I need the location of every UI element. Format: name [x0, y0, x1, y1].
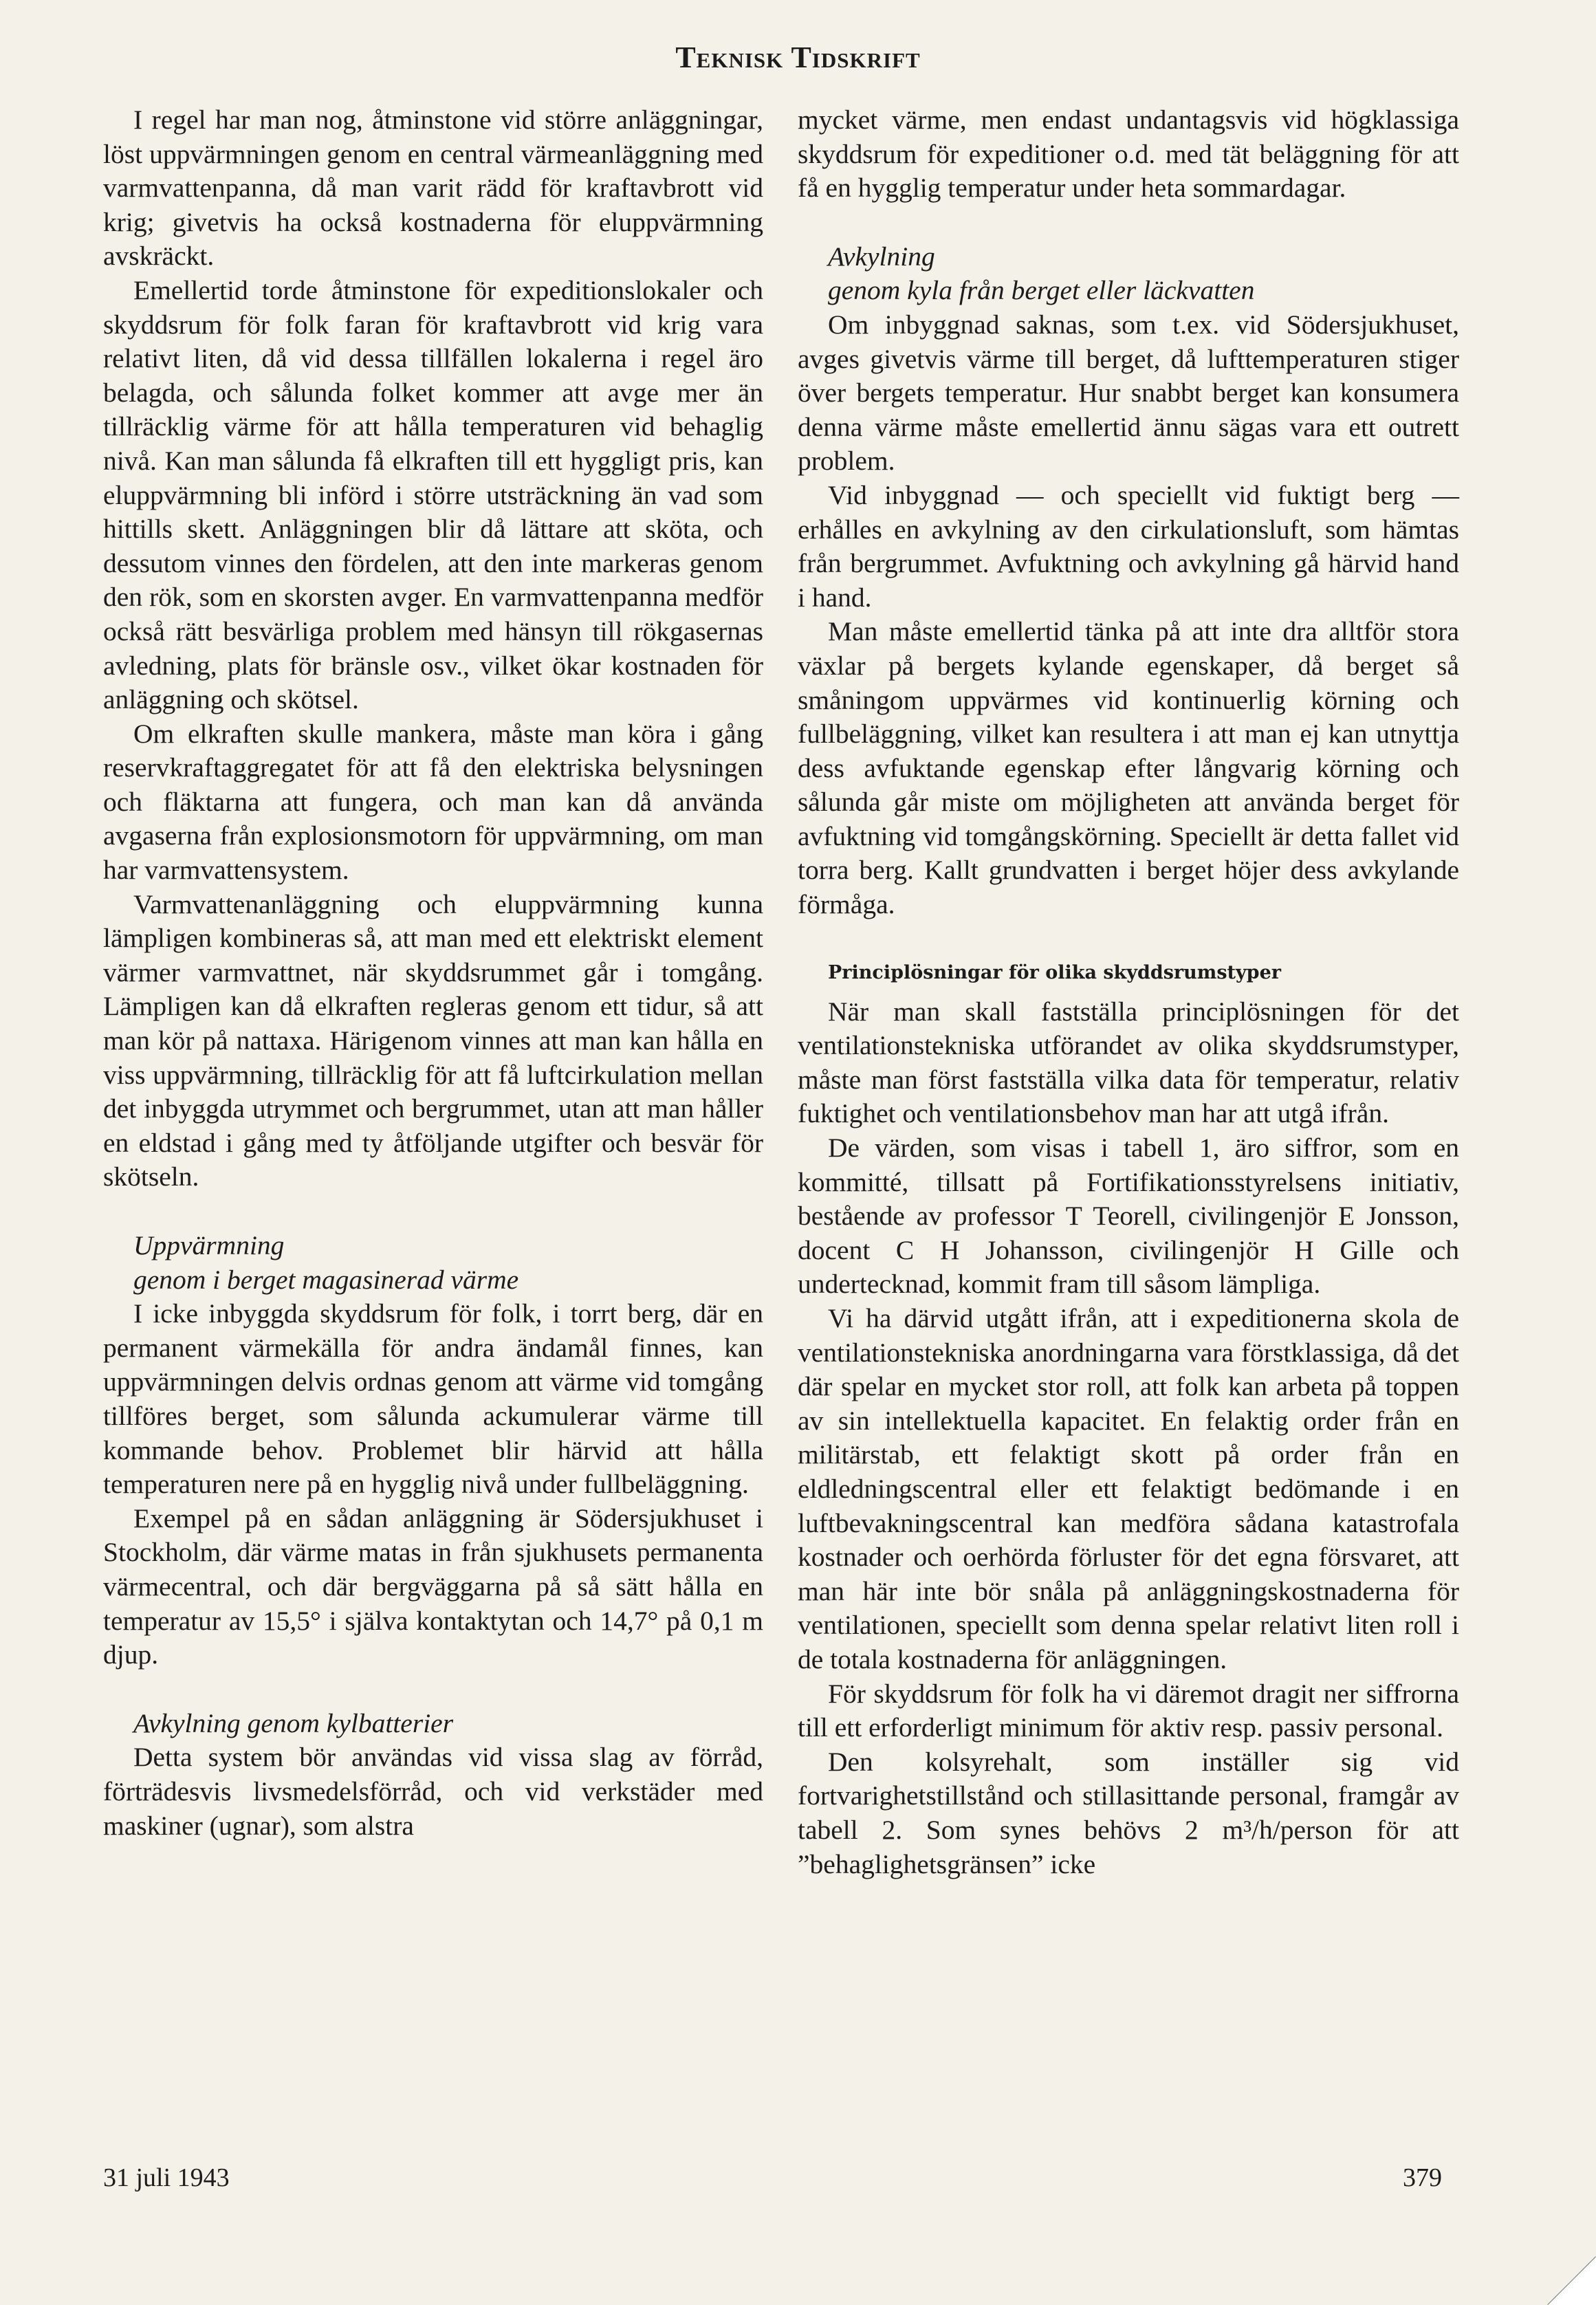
paragraph: Varmvattenanläggning och eluppvärmning kunna lämpligen kombineras så, att man med ett elektriskt element värmer varmvattnet, när skyddsrummet går i tomgång. Lämpligen kan då elkraften regleras genom ett tidur, så att man kör på nattaxa. Härigenom vinnes att man kan hålla en viss uppvärmning, tillräcklig för att få luftcirkulation mellan det inbyggda utrymmet och bergrummet, utan att man håller en eldstad i gång med ty åtföljande utgifter och besvär för skötseln.: [103, 888, 763, 1192]
paragraph: Vi ha därvid utgått ifrån, att i expeditionerna skola de ventilationstekniska anordningarna vara förstklassiga, då det där spelar en mycket stor roll, att folk kan arbeta på toppen av sin intellektuella kapacitet. En felaktig order från en militärstab, ett felaktigt skott på order från en eldledningscentral eller ett felaktigt bedömande i en luftbevakningscentral kan medföra sådana katastrofala kostnader och oerhörda förluster för det egna försvaret, att man här inte bör snåla på anläggningskostnaderna för ventilationen, speciellt som denna spelar relativt liten roll i de totala kostnaderna för anläggningen.: [798, 1303, 1459, 1674]
paragraph: Detta system bör användas vid vissa slag av förråd, förträdesvis livsmedelsförråd, och vid verkstäder med maskiner (ugnar), som alstra: [103, 1742, 763, 1841]
paragraph: I regel har man nog, åtminstone vid större anläggningar, löst uppvärmningen genom en central värmeanläggning med varmvattenpanna, då man varit rädd för kraftavbrott vid krig; givetvis ha också kostnaderna för eluppvärmning avskräckt.: [103, 105, 763, 272]
section-heading: [103, 1707, 763, 1741]
section-heading-line: genom i berget magasinerad värme: [133, 1264, 519, 1295]
page-corner-fold: [1541, 2250, 1596, 2305]
paragraph: Om elkraften skulle mankera, måste man köra i gång reservkraftaggregatet för att få den elektriska belysningen och fläktarna att fungera, och man kan då använda avgaserna från explosionsmotorn för uppvärmning, om man har varmvattensystem.: [103, 718, 763, 886]
paragraph: Vid inbyggnad — och speciellt vid fuktigt berg — erhålles en avkylning av den cirkulationsluft, som hämtas från bergrummet. Avfuktning och avkylning gå härvid hand i hand.: [798, 479, 1459, 613]
page-number: 379: [1403, 2163, 1442, 2192]
paragraph: Om inbyggnad saknas, som t.ex. vid Södersjukhuset, avges givetvis värme till berget, då lufttemperaturen stiger över bergets temperatur. Hur snabbt berget kan konsumera denna värme måste emellertid ännu sägas vara ett outrett problem.: [798, 309, 1459, 477]
section-heading: [798, 240, 1459, 308]
paragraph: Man måste emellertid tänka på att inte dra alltför stora växlar på bergets kylande egenskaper, då berget så småningom uppvärmes vid kontinuerlig körning och fullbeläggning, vilket kan resultera i att man ej kan utnyttja dess avfuktande egenskap efter långvarig körning och sålunda går miste om möjligheten att använda berget för avfuktning vid tomgångskörning. Speciellt är detta fallet vid torra berg. Kallt grundvatten i berget höjer dess avkylande förmåga.: [798, 616, 1459, 920]
right-column: [798, 103, 1459, 1881]
paragraph: Den kolsyrehalt, som inställer sig vid fortvarighetstillstånd och stillasittande personal, framgår av tabell 2. Som synes behövs 2 m³/h/person för att ”behaglighetsgränsen” icke: [798, 1746, 1459, 1879]
section-heading-line: Avkylning: [828, 241, 935, 272]
paragraph: mycket värme, men endast undantagsvis vid högklassiga skyddsrum för expeditioner o.d. med tät beläggning för att få en hygglig temperatur under heta sommardagar.: [798, 105, 1459, 204]
publication-date: 31 juli 1943: [103, 2163, 230, 2192]
section-heading-line: Uppvärmning: [133, 1230, 285, 1260]
section-heading: [103, 1229, 763, 1297]
paragraph: När man skall fastställa principlösningen för det ventilationstekniska utförandet av olika skyddsrumstyper, måste man först fastställa vilka data för temperatur, relativ fuktighet och ventilationsbehov man har att utgå ifrån.: [798, 996, 1459, 1129]
paragraph: Emellertid torde åtminstone för expeditionslokaler och skyddsrum för folk faran för kraftavbrott vid krig vara relativt liten, då vid dessa tillfällen lokalerna i regel äro belagda, och sålunda folket kommer att avge mer än tillräcklig värme för att hålla temperaturen vid behaglig nivå. Kan man sålunda få elkraften till ett hyggligt pris, kan eluppvärmning bli införd i större utsträckning än vad som hittills skett. Anläggningen blir då lättare att sköta, och dessutom vinnes den fördelen, att den inte markeras genom den rök, som en skorsten avger. En varmvattenpanna medför också rätt besvärliga problem med hänsyn till rökgasernas avledning, plats för bränsle osv., vilket ökar kostnaden för anläggning och skötsel.: [103, 274, 763, 715]
paragraph: För skyddsrum för folk ha vi däremot dragit ner siffrorna till ett erforderligt minimum för aktiv resp. passiv personal.: [798, 1678, 1459, 1743]
paragraph: I icke inbyggda skyddsrum för folk, i torrt berg, där en permanent värmekälla för andra ändamål finnes, kan uppvärmningen delvis ordnas genom att värme vid tomgång tillföres berget, som sålunda ackumulerar värme till kommande behov. Problemet blir härvid att hålla temperaturen nere på en hygglig nivå under fullbeläggning.: [103, 1298, 763, 1500]
section-heading-line: genom kyla från berget eller läckvatten: [828, 275, 1255, 306]
section-heading-line: Avkylning genom kylbatterier: [133, 1707, 454, 1738]
paragraph: De värden, som visas i tabell 1, äro siffror, som en kommitté, tillsatt på Fortifikationsstyrelsens initiativ, bestående av professor T Teorell, civilingenjör E Jonsson, docent C H Johansson, civilingenjör H Gille och undertecknad, kommit fram till såsom lämpliga.: [798, 1133, 1459, 1300]
journal-title: Teknisk Tidskrift: [675, 41, 921, 74]
subsection-heading: Principlösningar för olika skyddsrumstyper: [828, 961, 1281, 983]
left-column: [103, 103, 763, 1843]
paragraph: Exempel på en sådan anläggning är Södersjukhuset i Stockholm, där värme matas in från sjukhusets permanenta värmecentral, och där bergväggarna på så sätt hålla en temperatur av 15,5° i själva kontaktytan och 14,7° på 0,1 m djup.: [103, 1503, 763, 1670]
